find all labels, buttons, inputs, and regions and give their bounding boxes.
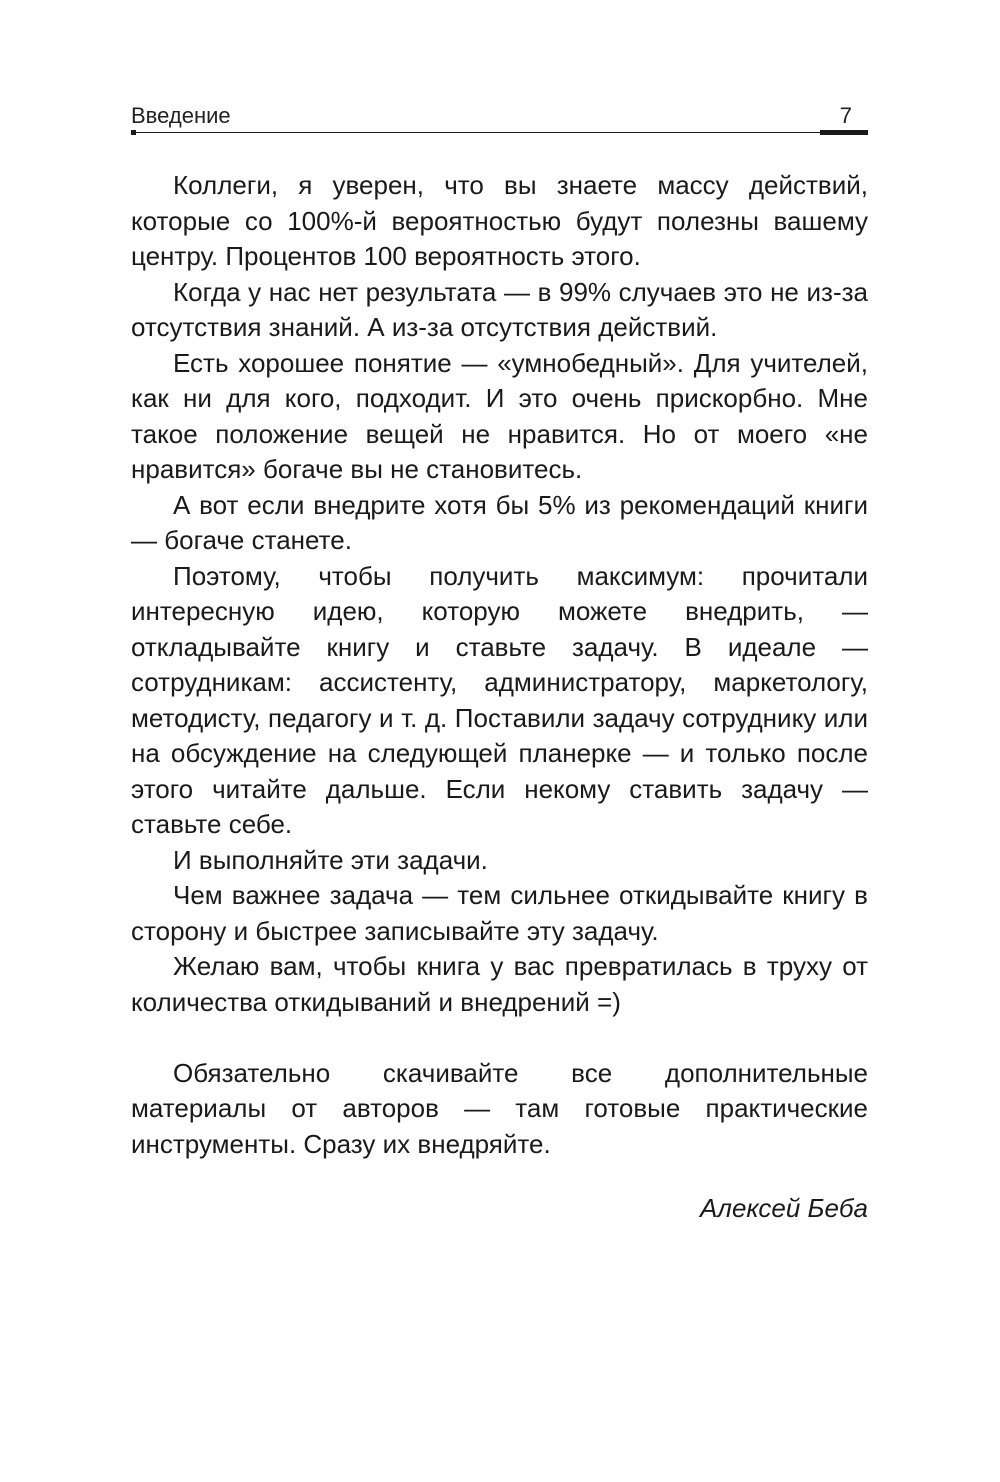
page-number: 7 — [839, 103, 852, 128]
header-rule-accent — [820, 130, 868, 135]
running-header — [131, 102, 868, 138]
header-rule-dot — [131, 130, 136, 135]
paragraph: Чем важнее задача — тем сильнее откидывайте книгу в сторону и быстрее записывайте эту задачу. — [131, 880, 868, 946]
header-rule — [131, 132, 868, 133]
body-text — [131, 168, 868, 1162]
paragraph: Поэтому, чтобы получить максимум: прочитали интересную идею, которую можете внедрить, — откладывайте книгу и ставьте задачу. В идеале — сотрудникам: ассистенту, администратору, маркетологу, методисту, педагогу и т. д. Поставили задачу сотруднику или на обсуждение на следующей планерке — и только после этого читайте дальше. Если некому ставить задачу — ставьте себе. — [131, 560, 868, 839]
paragraph: Есть хорошее понятие — «умнобедный». Для учителей, как ни для кого, подходит. И это очень прискорбно. Мне такое положение вещей не нравится. Но от моего «не нравится» богаче вы не становитесь. — [131, 347, 868, 484]
closing-paragraph: Обязательно скачивайте все дополнительные материалы от авторов — там готовые практические инструменты. Сразу их внедряйте. — [131, 1057, 868, 1159]
author-signature: Алексей Беба — [699, 1193, 868, 1223]
paragraph: Коллеги, я уверен, что вы знаете массу действий, которые со 100%-й вероятностью будут полезны вашему центру. Процентов 100 вероятность этого. — [131, 170, 868, 271]
paragraph: Когда у нас нет результата — в 99% случаев это не из-за отсутствия знаний. А из-за отсутствия действий. — [131, 276, 868, 342]
header-title: Введение — [131, 103, 231, 128]
paragraph: Желаю вам, чтобы книга у вас превратилась в труху от количества откидываний и внедрений =) — [131, 951, 868, 1017]
paragraph: А вот если внедрите хотя бы 5% из рекомендаций книги — богаче станете. — [131, 489, 868, 555]
paragraph: И выполняйте эти задачи. — [173, 844, 488, 875]
